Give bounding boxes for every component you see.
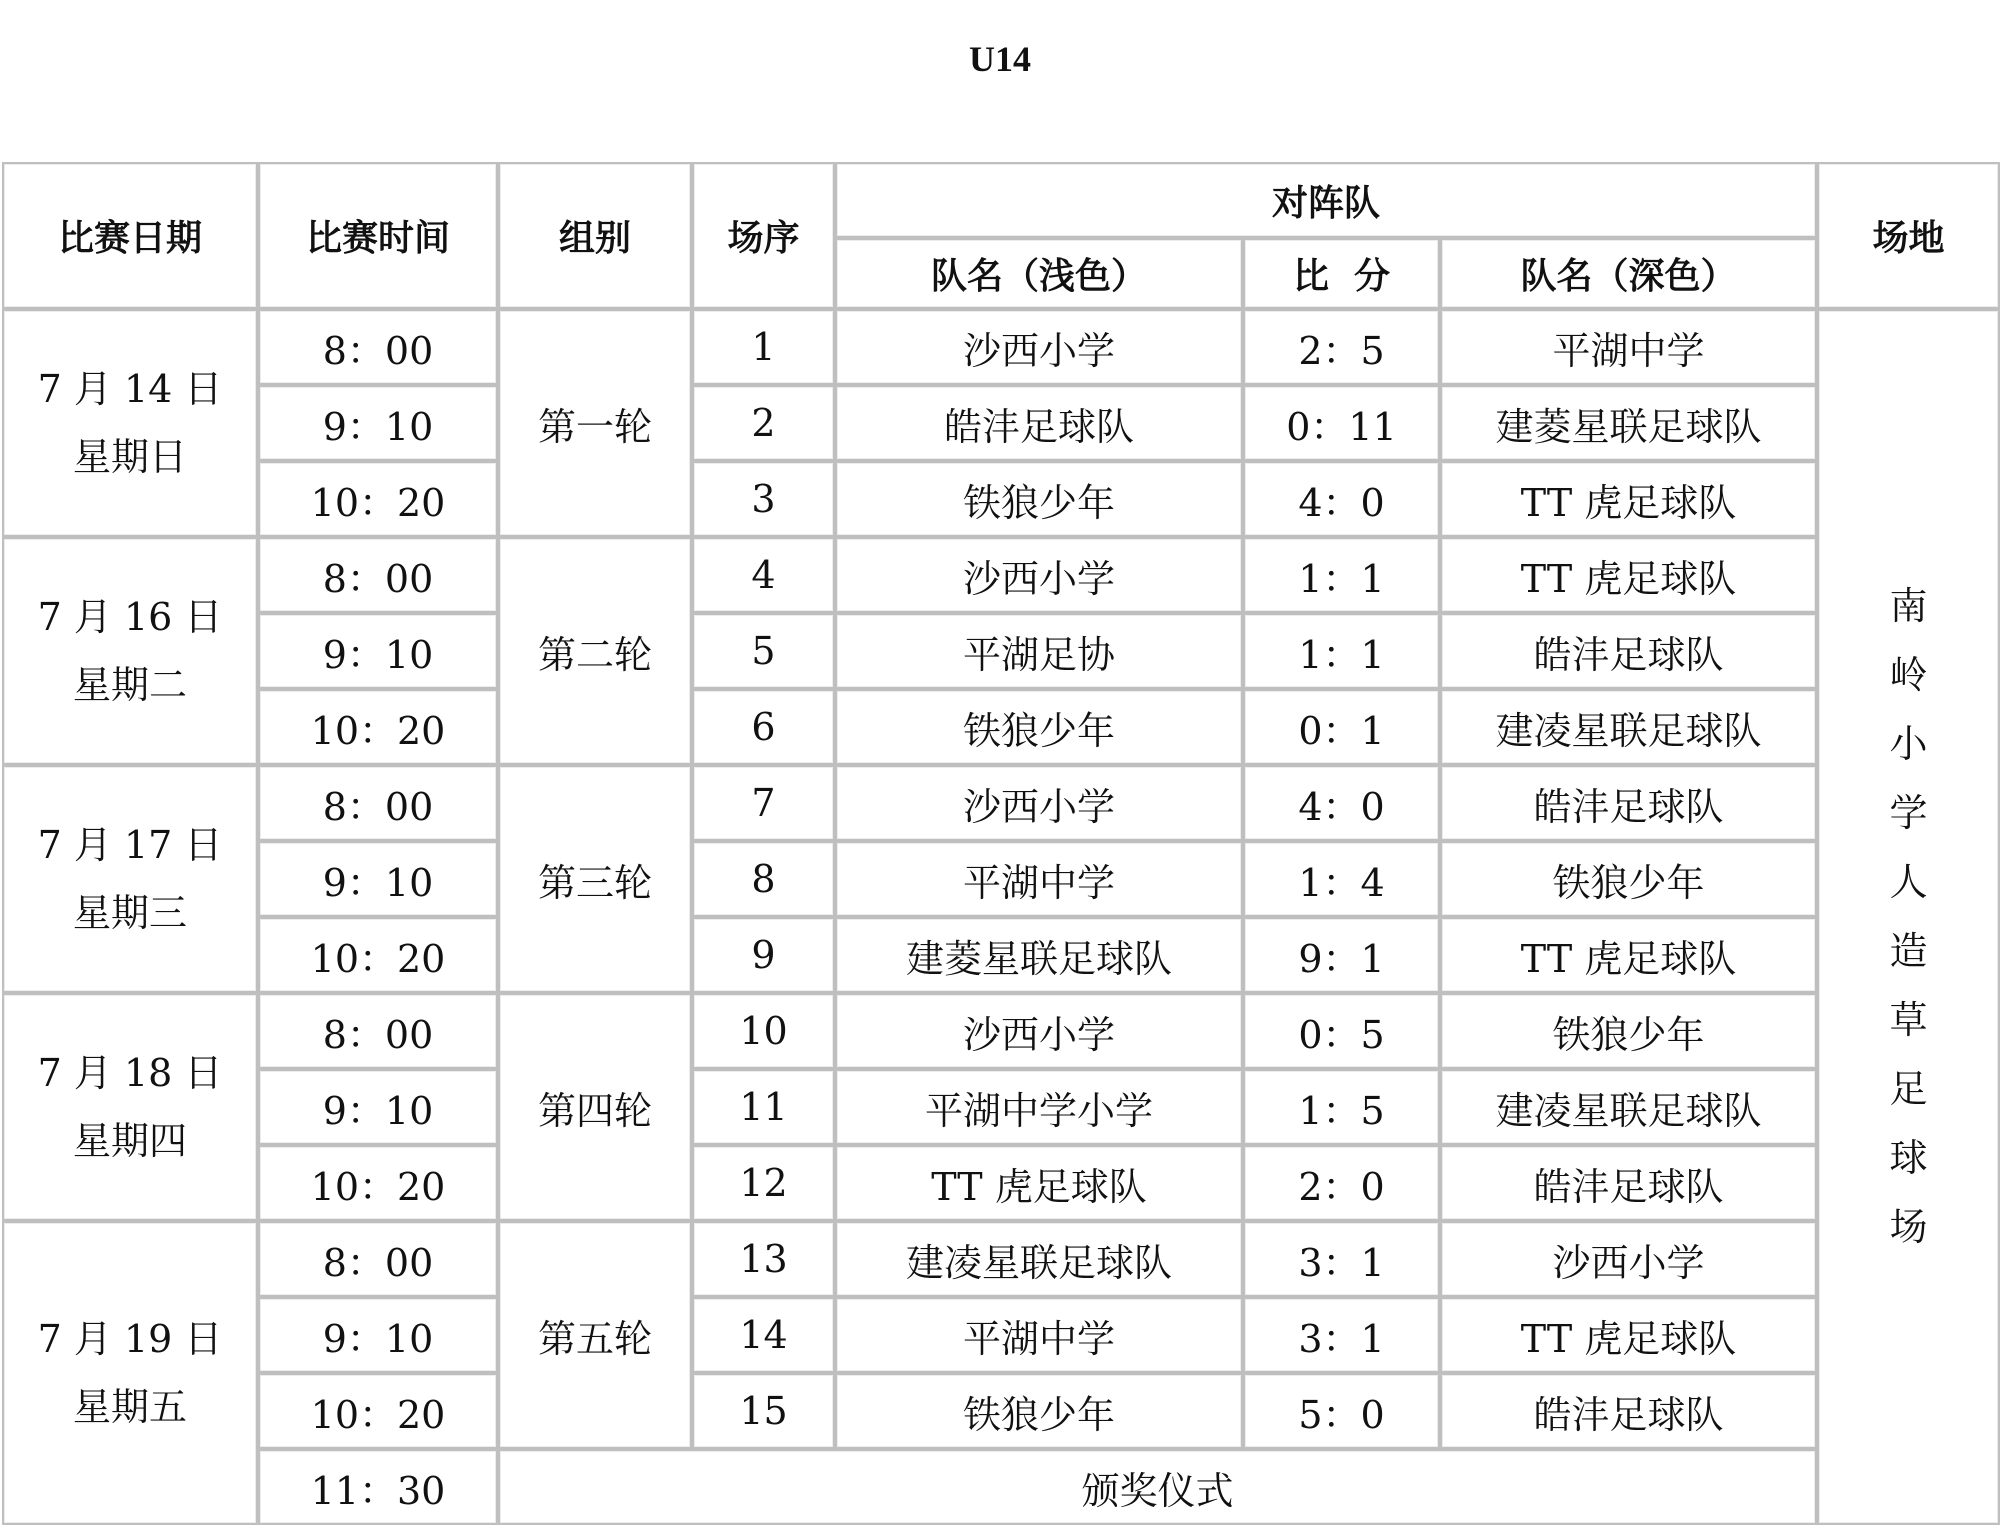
match-no-cell: 14 (692, 1297, 835, 1373)
time-cell: 10：20 (258, 1373, 498, 1449)
round-cell: 第四轮 (498, 993, 692, 1221)
date-text: 7 月 16 日 (37, 595, 223, 639)
header-matchup: 对阵队 (835, 162, 1817, 238)
score-cell: 9：1 (1243, 917, 1440, 993)
weekday-text: 星期五 (72, 1385, 187, 1429)
team-light-cell: 平湖中学 (835, 841, 1243, 917)
score-cell: 3：1 (1243, 1221, 1440, 1297)
match-no-cell: 4 (692, 537, 835, 613)
table-row (2, 385, 2000, 461)
match-no-cell: 5 (692, 613, 835, 689)
venue-char: 场 (1889, 1205, 1928, 1249)
team-light-cell: 沙西小学 (835, 993, 1243, 1069)
match-no-cell: 1 (692, 309, 835, 385)
score-cell: 2：5 (1243, 309, 1440, 385)
score-cell: 5：0 (1243, 1373, 1440, 1449)
date-text: 7 月 14 日 (37, 367, 223, 411)
venue-char: 岭 (1889, 653, 1928, 697)
team-dark-cell: 皓沣足球队 (1440, 1373, 1817, 1449)
header-match-no: 场序 (692, 162, 835, 309)
venue-char: 球 (1889, 1136, 1928, 1180)
time-cell: 10：20 (258, 461, 498, 537)
header-venue: 场地 (1817, 162, 2000, 309)
team-dark-cell: 铁狼少年 (1440, 993, 1817, 1069)
team-light-cell: 建菱星联足球队 (835, 917, 1243, 993)
team-dark-cell: 建凌星联足球队 (1440, 1069, 1817, 1145)
header-group: 组别 (498, 162, 692, 309)
venue-char: 草 (1889, 998, 1928, 1042)
time-cell: 8：00 (258, 1221, 498, 1297)
weekday-text: 星期三 (72, 891, 187, 935)
team-light-cell: TT 虎足球队 (835, 1145, 1243, 1221)
table-row (2, 841, 2000, 917)
score-cell: 3：1 (1243, 1297, 1440, 1373)
header-team-light: 队名（浅色） (835, 238, 1243, 309)
match-no-cell: 8 (692, 841, 835, 917)
table-row (2, 1069, 2000, 1145)
score-cell: 4：0 (1243, 765, 1440, 841)
team-dark-cell: 平湖中学 (1440, 309, 1817, 385)
venue-char: 足 (1889, 1067, 1928, 1111)
score-cell: 0：1 (1243, 689, 1440, 765)
round-cell: 第一轮 (498, 309, 692, 537)
header-score: 比 分 (1243, 238, 1440, 309)
team-light-cell: 沙西小学 (835, 309, 1243, 385)
date-cell (2, 537, 258, 765)
schedule-body (2, 309, 2000, 1525)
team-light-cell: 沙西小学 (835, 765, 1243, 841)
score-cell: 4：0 (1243, 461, 1440, 537)
date-text: 7 月 19 日 (37, 1317, 223, 1361)
round-cell: 第二轮 (498, 537, 692, 765)
header-date: 比赛日期 (2, 162, 258, 309)
header-time: 比赛时间 (258, 162, 498, 309)
match-no-cell: 15 (692, 1373, 835, 1449)
time-cell: 8：00 (258, 765, 498, 841)
round-cell: 第三轮 (498, 765, 692, 993)
score-cell: 1：5 (1243, 1069, 1440, 1145)
team-light-cell: 皓沣足球队 (835, 385, 1243, 461)
time-cell: 9：10 (258, 385, 498, 461)
match-no-cell: 7 (692, 765, 835, 841)
table-row (2, 765, 2000, 841)
team-dark-cell: TT 虎足球队 (1440, 917, 1817, 993)
round-cell: 第五轮 (498, 1221, 692, 1449)
team-light-cell: 平湖足协 (835, 613, 1243, 689)
table-row (2, 461, 2000, 537)
ceremony-row (2, 1449, 2000, 1525)
match-no-cell: 9 (692, 917, 835, 993)
table-row (2, 613, 2000, 689)
team-dark-cell: 沙西小学 (1440, 1221, 1817, 1297)
weekday-text: 星期日 (72, 435, 187, 479)
team-light-cell: 铁狼少年 (835, 689, 1243, 765)
table-row (2, 689, 2000, 765)
table-row (2, 1145, 2000, 1221)
date-cell (2, 765, 258, 993)
time-cell: 8：00 (258, 993, 498, 1069)
table-row (2, 1221, 2000, 1297)
page-title: U14 (969, 39, 1031, 79)
table-row (2, 537, 2000, 613)
team-dark-cell: TT 虎足球队 (1440, 461, 1817, 537)
team-dark-cell: TT 虎足球队 (1440, 537, 1817, 613)
time-cell: 10：20 (258, 689, 498, 765)
team-dark-cell: 皓沣足球队 (1440, 765, 1817, 841)
venue-char: 小 (1889, 722, 1928, 766)
team-dark-cell: TT 虎足球队 (1440, 1297, 1817, 1373)
team-light-cell: 铁狼少年 (835, 1373, 1243, 1449)
venue-char: 人 (1889, 860, 1928, 904)
team-light-cell: 平湖中学 (835, 1297, 1243, 1373)
date-cell (2, 993, 258, 1221)
score-cell: 1：4 (1243, 841, 1440, 917)
header-team-dark: 队名（深色） (1440, 238, 1817, 309)
match-no-cell: 2 (692, 385, 835, 461)
date-cell (2, 309, 258, 537)
schedule-table (2, 162, 2000, 1525)
time-cell: 8：00 (258, 537, 498, 613)
table-row (2, 1297, 2000, 1373)
team-light-cell: 平湖中学小学 (835, 1069, 1243, 1145)
time-cell: 9：10 (258, 1297, 498, 1373)
time-cell: 10：20 (258, 917, 498, 993)
time-cell: 9：10 (258, 613, 498, 689)
date-cell (2, 1221, 258, 1525)
team-dark-cell: 建凌星联足球队 (1440, 689, 1817, 765)
table-row (2, 1373, 2000, 1449)
date-text: 7 月 17 日 (37, 823, 223, 867)
team-dark-cell: 建菱星联足球队 (1440, 385, 1817, 461)
table-row (2, 917, 2000, 993)
match-no-cell: 6 (692, 689, 835, 765)
score-cell: 0：5 (1243, 993, 1440, 1069)
ceremony-label-cell: 颁奖仪式 (498, 1449, 1817, 1525)
time-cell: 9：10 (258, 841, 498, 917)
table-row (2, 309, 2000, 385)
time-cell: 9：10 (258, 1069, 498, 1145)
venue-char: 学 (1889, 791, 1928, 835)
team-dark-cell: 铁狼少年 (1440, 841, 1817, 917)
ceremony-time-cell: 11：30 (258, 1449, 498, 1525)
match-no-cell: 10 (692, 993, 835, 1069)
venue-cell (1817, 309, 2000, 1525)
team-light-cell: 建凌星联足球队 (835, 1221, 1243, 1297)
match-no-cell: 3 (692, 461, 835, 537)
time-cell: 8：00 (258, 309, 498, 385)
score-cell: 2：0 (1243, 1145, 1440, 1221)
date-text: 7 月 18 日 (37, 1051, 223, 1095)
venue-char: 南 (1889, 584, 1928, 628)
score-cell: 0：11 (1243, 385, 1440, 461)
score-cell: 1：1 (1243, 613, 1440, 689)
team-light-cell: 沙西小学 (835, 537, 1243, 613)
venue-char: 造 (1889, 929, 1928, 973)
table-row (2, 993, 2000, 1069)
match-no-cell: 11 (692, 1069, 835, 1145)
match-no-cell: 13 (692, 1221, 835, 1297)
match-no-cell: 12 (692, 1145, 835, 1221)
weekday-text: 星期四 (72, 1119, 187, 1163)
team-light-cell: 铁狼少年 (835, 461, 1243, 537)
team-dark-cell: 皓沣足球队 (1440, 1145, 1817, 1221)
time-cell: 10：20 (258, 1145, 498, 1221)
score-cell: 1：1 (1243, 537, 1440, 613)
weekday-text: 星期二 (72, 663, 187, 707)
team-dark-cell: 皓沣足球队 (1440, 613, 1817, 689)
